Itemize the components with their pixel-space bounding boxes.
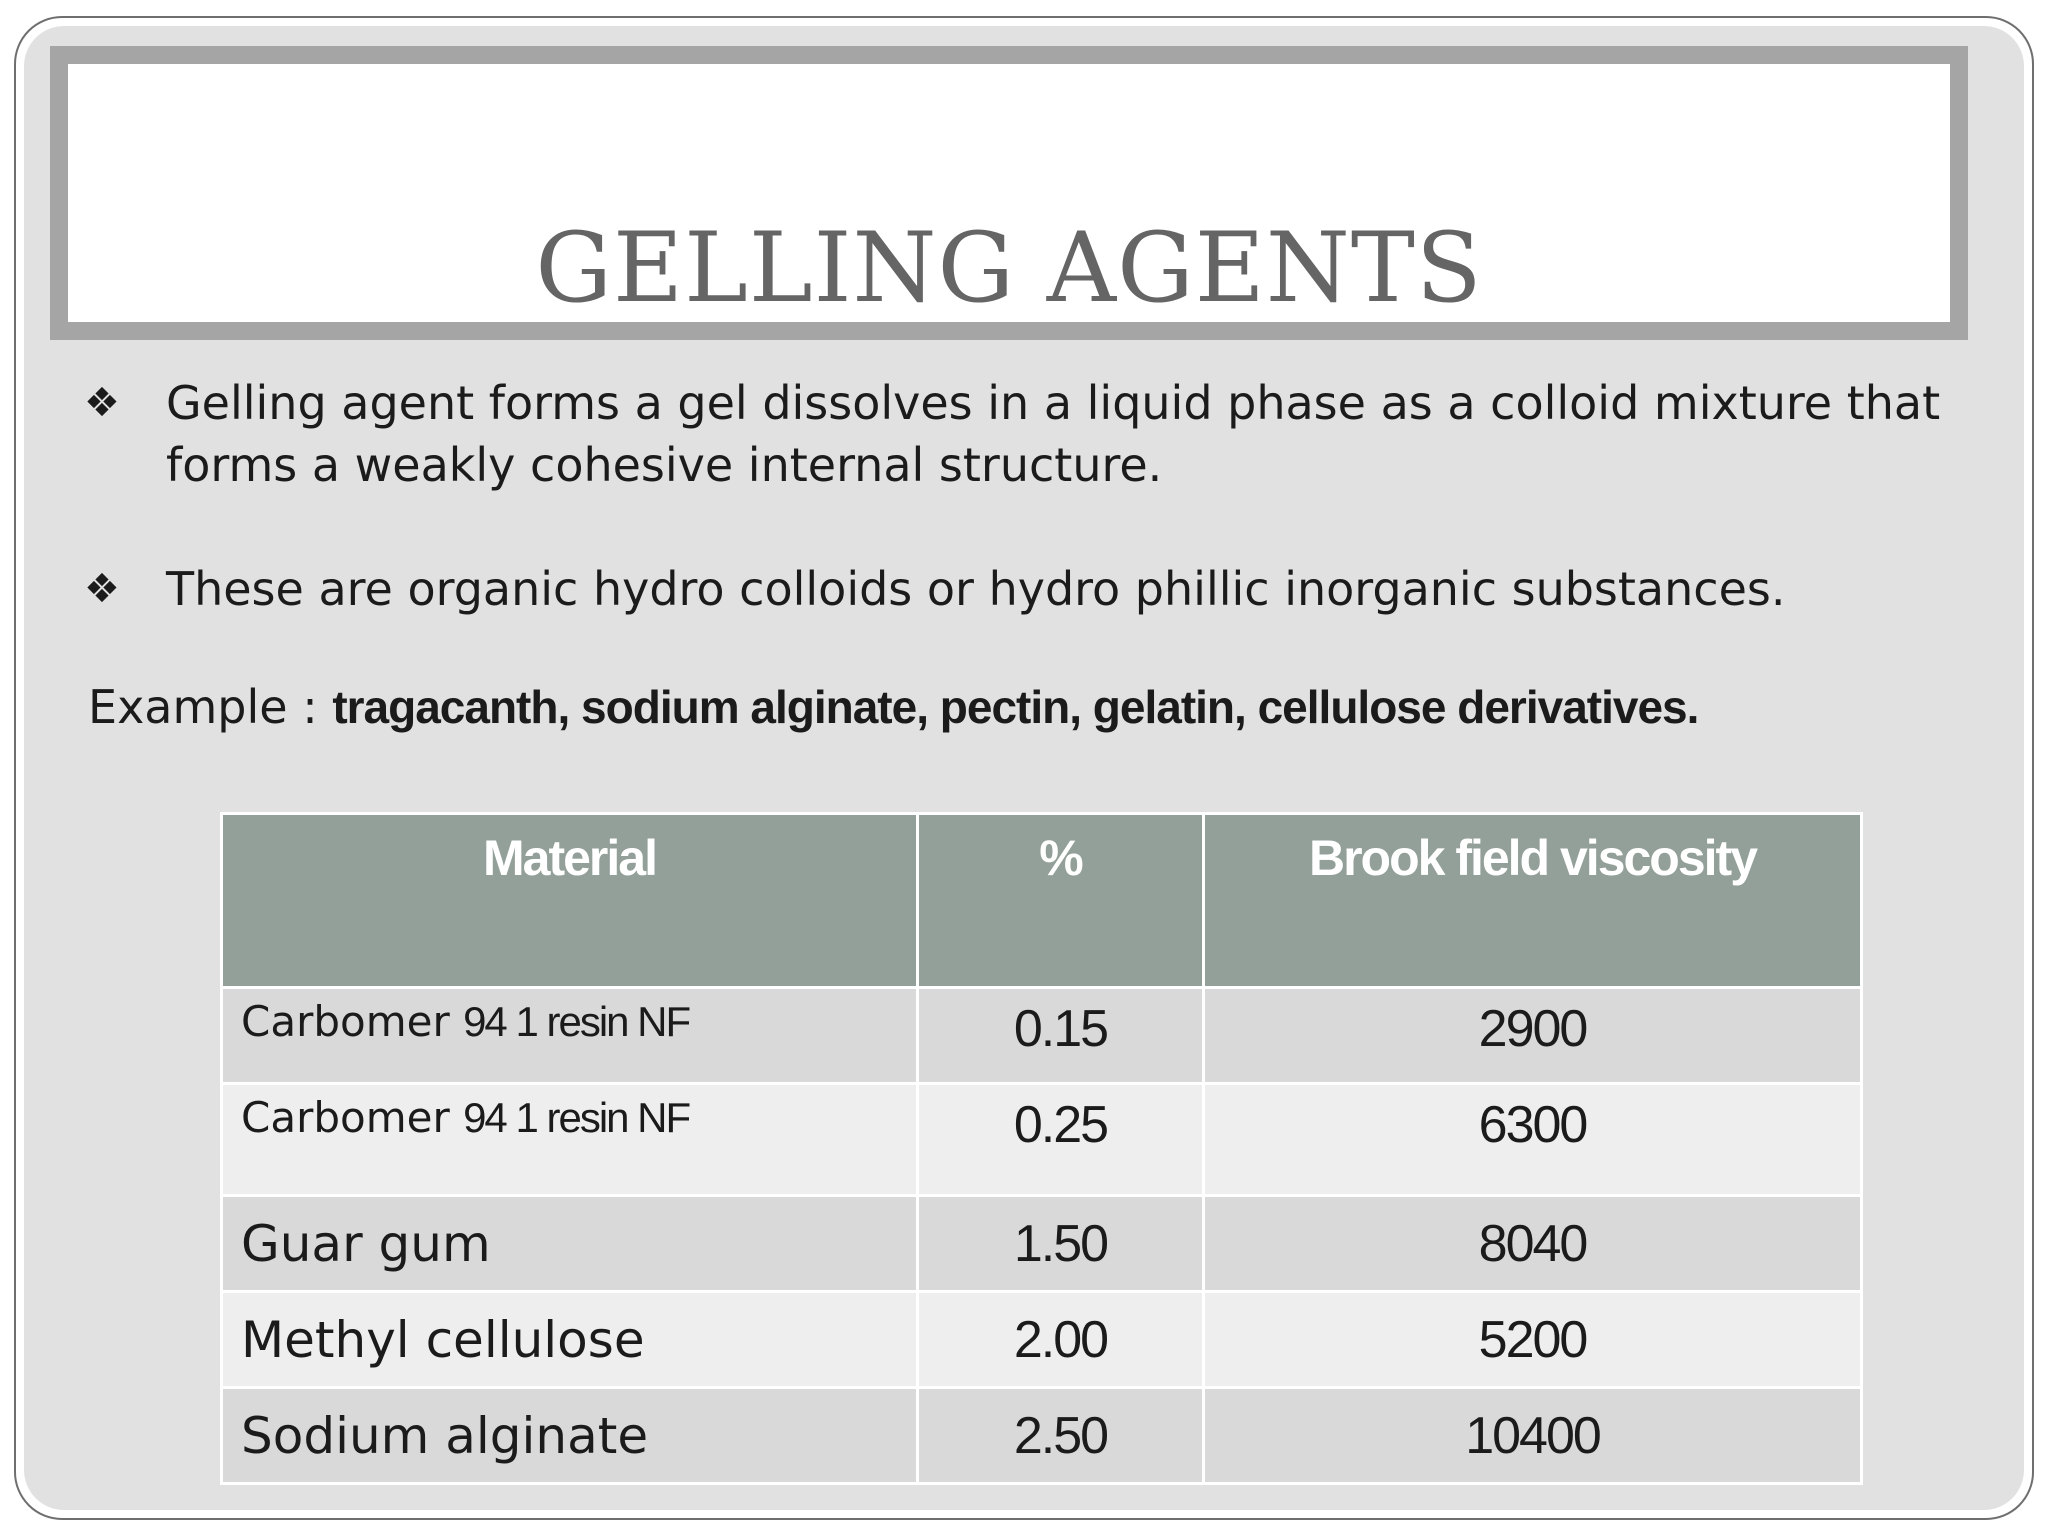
cell-viscosity: 6300 [1204,1084,1862,1196]
cell-percent: 0.25 [918,1084,1204,1196]
example-paragraph [88,676,1788,738]
diamond-bullet-icon: ❖ [84,566,120,612]
cell-viscosity: 8040 [1204,1196,1862,1292]
table-row [222,1292,1862,1388]
bullet-text: Gelling agent forms a gel dissolves in a liquid phase as a colloid mixture that forms a weakly cohesive internal structure. [166,376,1941,492]
viscosity-table [220,812,1863,1485]
cell-viscosity: 5200 [1204,1292,1862,1388]
example-items: tragacanth, sodium alginate, pectin, gelatin, cellulose derivatives. [332,681,1699,733]
cell-material: Sodium alginate [222,1388,918,1484]
table-row [222,988,1862,1084]
bullet-list [80,372,1960,682]
material-name: Carbomer [241,1093,464,1142]
cell-percent: 0.15 [918,988,1204,1084]
bullet-item [80,558,1960,620]
cell-material: Methyl cellulose [222,1292,918,1388]
header-percent: % [918,814,1204,988]
cell-percent: 1.50 [918,1196,1204,1292]
header-viscosity: Brook field viscosity [1204,814,1862,988]
slide-title: GELLING AGENTS [535,212,1483,324]
table-row [222,1388,1862,1484]
table-row [222,1084,1862,1196]
material-grade: 94 1 resin NF [463,1094,690,1141]
header-material: Material [222,814,918,988]
cell-material: Guar gum [222,1196,918,1292]
title-panel [68,64,1950,322]
material-grade: 94 1 resin NF [463,998,690,1045]
title-frame [50,46,1968,340]
cell-viscosity: 10400 [1204,1388,1862,1484]
cell-viscosity: 2900 [1204,988,1862,1084]
cell-percent: 2.00 [918,1292,1204,1388]
cell-percent: 2.50 [918,1388,1204,1484]
bullet-text: These are organic hydro colloids or hydro phillic inorganic substances. [166,562,1786,616]
table-header-row [222,814,1862,988]
cell-material [222,988,918,1084]
diamond-bullet-icon: ❖ [84,380,120,426]
bullet-item [80,372,1960,496]
material-name: Carbomer [241,997,464,1046]
cell-material [222,1084,918,1196]
example-label: Example : [88,680,333,734]
table-row [222,1196,1862,1292]
